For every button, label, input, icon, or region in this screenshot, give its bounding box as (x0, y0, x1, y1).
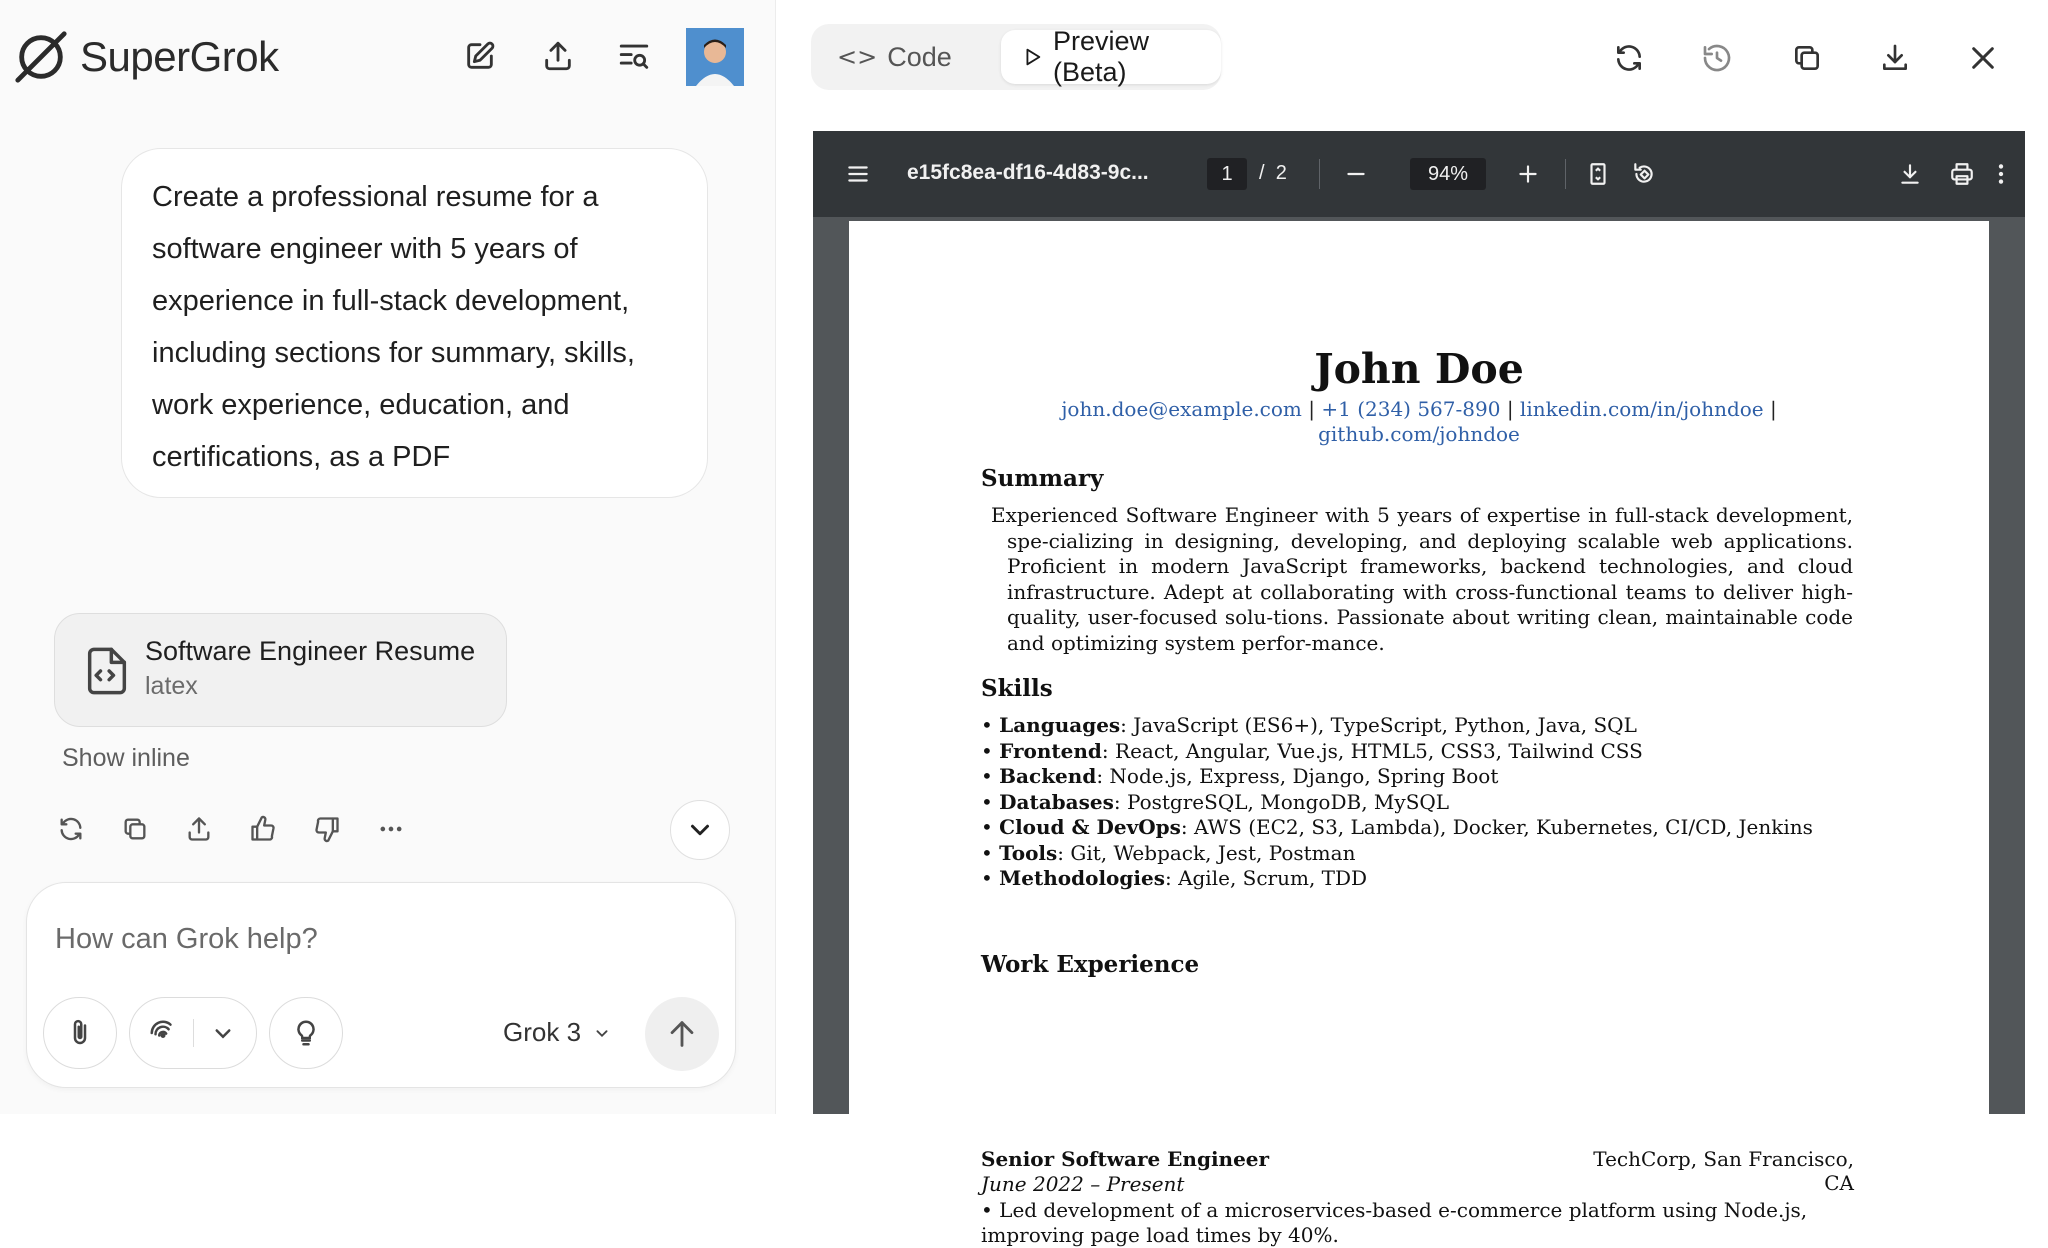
composer-placeholder[interactable]: How can Grok help? (55, 923, 318, 955)
app-name: SuperGrok (80, 33, 279, 80)
dislike-button[interactable] (306, 808, 348, 850)
upload-icon (541, 39, 575, 73)
copy-icon (121, 815, 149, 843)
skill-label: Languages (999, 713, 1121, 737)
resume-contact (849, 397, 1989, 447)
skill-label: Methodologies (999, 866, 1165, 890)
model-name: Grok 3 (503, 1017, 582, 1047)
skill-value: : React, Angular, Vue.js, HTML5, CSS3, Tailwind CSS (1101, 738, 1643, 763)
paperclip-icon (65, 1018, 95, 1048)
skill-item (981, 866, 1813, 892)
refresh-icon (1613, 42, 1645, 74)
artifact-type: latex (145, 672, 198, 700)
contact-separator: | (1770, 397, 1777, 421)
toolbar-divider (1565, 159, 1566, 189)
lightbulb-icon (291, 1018, 321, 1048)
job-bullet-text: Led development of a microservices-based e-commerce platform using Node.js, improving page load times by 40%. (981, 1198, 1808, 1247)
thumbs-up-icon (249, 815, 277, 843)
print-icon (1949, 161, 1975, 187)
skill-item (981, 739, 1813, 765)
skill-label: Tools (999, 840, 1058, 865)
preview-pane (777, 0, 2048, 1247)
minus-icon (1343, 161, 1369, 187)
grok-logo[interactable] (12, 28, 279, 86)
skill-value: : PostgreSQL, MongoDB, MySQL (1113, 789, 1450, 814)
tab-preview-label: Preview (Beta) (1053, 26, 1150, 87)
page-number-input[interactable]: 1 (1207, 158, 1247, 190)
skill-value: : Agile, Scrum, TDD (1164, 866, 1368, 890)
zoom-level-input[interactable]: 94% (1410, 158, 1486, 190)
close-icon (1967, 42, 1999, 74)
view-toggle (811, 24, 1221, 90)
chat-pane (0, 0, 776, 1114)
think-button[interactable] (269, 997, 343, 1069)
chevron-down-icon[interactable] (208, 1018, 238, 1048)
avatar-image (686, 28, 744, 86)
more-button[interactable] (370, 808, 412, 850)
contact-separator: | (1506, 397, 1514, 421)
close-preview-button[interactable] (1961, 36, 2005, 80)
code-brackets-icon: <> (837, 43, 878, 71)
github-link[interactable]: github.com/johndoe (1318, 422, 1520, 446)
skill-item (981, 790, 1813, 816)
regenerate-button[interactable] (50, 808, 92, 850)
chevron-down-icon (685, 815, 715, 845)
user-message-text: Create a professional resume for a software engineer with 5 years of experience in full-stack development, including sections for summary, skills, work experience, education, and certifications, as a PDF (152, 181, 635, 473)
refresh-icon (57, 815, 85, 843)
user-message (121, 148, 708, 498)
tab-code[interactable] (817, 30, 972, 84)
upload-icon (185, 815, 213, 843)
thumbs-down-icon (313, 815, 341, 843)
skill-label: Frontend (999, 738, 1102, 763)
rotate-icon (1631, 161, 1657, 187)
fit-page-button[interactable] (1583, 155, 1613, 193)
share-button[interactable] (536, 34, 580, 78)
skill-label: Cloud & DevOps (999, 815, 1181, 839)
summary-heading: Summary (981, 465, 1104, 492)
fit-page-icon (1585, 161, 1611, 187)
history-icon (1701, 42, 1733, 74)
more-options-button[interactable] (1991, 155, 2011, 193)
chat-header (0, 0, 776, 112)
message-actions (50, 808, 412, 850)
copy-button[interactable] (114, 808, 156, 850)
job-title: Senior Software Engineer (981, 1147, 1270, 1171)
history-button[interactable] (1695, 36, 1739, 80)
more-horizontal-icon (377, 815, 405, 843)
skill-label: Backend (999, 764, 1097, 788)
list-search-icon (617, 39, 651, 73)
deep-search-button[interactable] (129, 997, 257, 1069)
model-selector[interactable] (503, 1017, 613, 1048)
grok-logo-icon (12, 28, 70, 86)
skills-heading: Skills (981, 675, 1053, 702)
hamburger-icon (845, 161, 871, 187)
email-link[interactable]: john.doe@example.com (1061, 397, 1302, 421)
job-company: TechCorp, San Francisco, CA (1593, 1147, 1854, 1195)
play-icon (1021, 46, 1043, 68)
pdf-filename: e15fc8ea-df16-4d83-9c... (907, 161, 1149, 184)
contact-separator: | (1308, 397, 1315, 421)
new-chat-button[interactable] (458, 34, 502, 78)
code-file-icon (81, 645, 133, 697)
zoom-out-button[interactable] (1341, 155, 1371, 193)
page-separator: / (1259, 162, 1265, 184)
skill-value: : Node.js, Express, Django, Spring Boot (1096, 764, 1499, 788)
message-composer[interactable] (26, 882, 736, 1088)
like-button[interactable] (242, 808, 284, 850)
experience-heading: Work Experience (981, 951, 1200, 978)
download-icon (1879, 42, 1911, 74)
plus-icon (1515, 161, 1541, 187)
download-icon (1897, 161, 1923, 187)
share-message-button[interactable] (178, 808, 220, 850)
job-bullet: • Led development of a microservices-based e-commerce platform using Node.js, improving page load times by 40%. (981, 1198, 1808, 1247)
summary-text: Experienced Software Engineer with 5 years of expertise in full-stack development, spe-cializing in designing, developing, and deploying scalable web applications. Proficient in modern JavaScript frameworks, backend technologies, and cloud infrastructure. Adept at collaborating with cross-functional teams to deliver high-quality, user-focused solu-tions. Passionate about writing clean, maintainable code and optimizing system perfor-mance. (991, 503, 1853, 655)
tab-code-label: Code (887, 41, 952, 72)
skill-item (981, 713, 1813, 739)
pdf-toolbar (813, 131, 2025, 217)
send-button[interactable] (645, 997, 719, 1071)
edit-icon (463, 39, 497, 73)
skill-item (981, 764, 1813, 790)
artifact-card[interactable] (54, 613, 507, 727)
job-dates: June 2022 – Present (981, 1172, 1185, 1196)
deepsearch-icon (148, 1018, 178, 1048)
skills-list (981, 713, 1813, 892)
rotate-button[interactable] (1629, 155, 1659, 193)
resume-name: John Doe (1314, 345, 1524, 393)
copy-artifact-button[interactable] (1785, 36, 1829, 80)
skill-value: : JavaScript (ES6+), TypeScript, Python, Java, SQL (1120, 713, 1637, 737)
total-pages: 2 (1275, 162, 1287, 184)
zoom-in-button[interactable] (1513, 155, 1543, 193)
search-history-button[interactable] (612, 34, 656, 78)
more-vertical-icon (1988, 161, 2014, 187)
scroll-down-button[interactable] (670, 800, 730, 860)
artifact-title: Software Engineer Resume (145, 636, 476, 666)
page-count (1259, 162, 1287, 185)
pdf-download-button[interactable] (1895, 155, 1925, 193)
skill-value: : Git, Webpack, Jest, Postman (1057, 840, 1356, 865)
attach-button[interactable] (43, 997, 117, 1069)
skill-label: Databases (999, 789, 1114, 814)
arrow-up-icon (665, 1017, 699, 1051)
tab-preview[interactable] (1001, 26, 1221, 87)
menu-button[interactable] (843, 155, 873, 193)
user-avatar[interactable] (686, 28, 744, 86)
copy-icon (1791, 42, 1823, 74)
phone-link[interactable]: +1 (234) 567-890 (1321, 397, 1501, 421)
refresh-preview-button[interactable] (1607, 36, 1651, 80)
linkedin-link[interactable]: linkedin.com/in/johndoe (1519, 397, 1764, 421)
download-artifact-button[interactable] (1873, 36, 1917, 80)
toolbar-divider (1319, 159, 1320, 189)
skill-item (981, 815, 1813, 841)
chevron-down-icon (591, 1022, 613, 1044)
skill-value: : AWS (EC2, S3, Lambda), Docker, Kubernetes, CI/CD, Jenkins (1180, 815, 1813, 839)
print-button[interactable] (1947, 155, 1977, 193)
show-inline-link[interactable]: Show inline (62, 744, 190, 772)
button-divider (193, 1019, 194, 1047)
pdf-viewer (813, 131, 2025, 1247)
skill-item (981, 841, 1813, 867)
pdf-page (849, 221, 1989, 1247)
